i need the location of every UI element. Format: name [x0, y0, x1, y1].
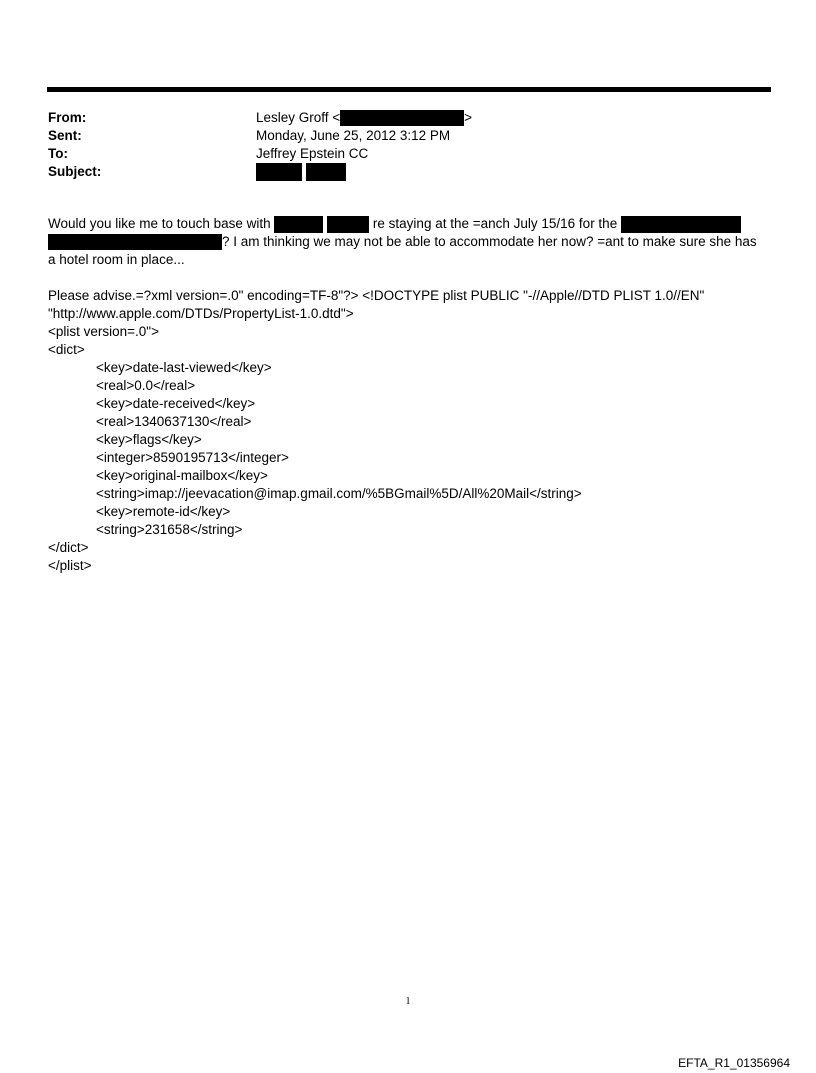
body-text: ? I am thinking we may not be able to accommodate her now? =ant to make sure she has [222, 234, 757, 249]
from-row [48, 109, 472, 127]
subject-row [48, 163, 472, 181]
body-line: <key>flags</key> [96, 432, 202, 447]
body-text: re staying at the =anch July 15/16 for the [372, 216, 618, 231]
body-line: <plist version=.0"> [48, 324, 159, 339]
redaction-box [306, 163, 346, 181]
body-line: </dict> [48, 540, 89, 555]
body-line: <integer>8590195713</integer> [96, 450, 289, 465]
body-line: </plist> [48, 558, 92, 573]
sent-row [48, 127, 472, 145]
header-rule [47, 87, 771, 92]
from-value [256, 109, 472, 127]
body-line: <real>1340637130</real> [96, 414, 252, 429]
body-line: <string>imap://jeevacation@imap.gmail.com/%5BGmail%5D/All%20Mail</string> [96, 486, 582, 501]
from-name: Lesley Groff < [256, 110, 341, 125]
body-line: a hotel room in place... [48, 252, 185, 267]
from-label: From: [48, 110, 87, 125]
blank-line [48, 269, 778, 287]
redaction-box [621, 216, 741, 233]
subject-value [256, 163, 346, 181]
body-text: Would you like me to touch base with [48, 216, 271, 231]
to-label: To: [48, 146, 68, 161]
email-body [48, 215, 778, 575]
body-line: <real>0.0</real> [96, 378, 196, 393]
body-line: <key>date-last-viewed</key> [96, 360, 272, 375]
from-close: > [464, 110, 473, 125]
redaction-box [340, 110, 464, 126]
redaction-box [327, 216, 369, 233]
body-line: <key>remote-id</key> [96, 504, 231, 519]
email-header [48, 109, 472, 181]
to-value: Jeffrey Epstein CC [256, 146, 369, 161]
body-line [48, 215, 778, 233]
body-line: Please advise.=?xml version=.0" encoding=TF-8"?> <!DOCTYPE plist PUBLIC "-//Apple//DTD PLIST 1.0//EN" [48, 288, 705, 303]
redaction-box [274, 216, 323, 233]
sent-label: Sent: [48, 128, 82, 143]
body-line: <key>original-mailbox</key> [96, 468, 268, 483]
to-row [48, 145, 472, 163]
body-line: <string>231658</string> [96, 522, 243, 537]
body-line [48, 233, 778, 251]
page-number: 1 [405, 996, 411, 1007]
redaction-box [256, 163, 302, 181]
subject-label: Subject: [48, 164, 102, 179]
sent-value: Monday, June 25, 2012 3:12 PM [256, 128, 451, 143]
body-line: <dict> [48, 342, 85, 357]
redaction-box [48, 234, 222, 250]
body-line: <key>date-received</key> [96, 396, 256, 411]
document-id: EFTA_R1_01356964 [678, 1056, 790, 1070]
body-line: "http://www.apple.com/DTDs/PropertyList-1.0.dtd"> [48, 306, 354, 321]
